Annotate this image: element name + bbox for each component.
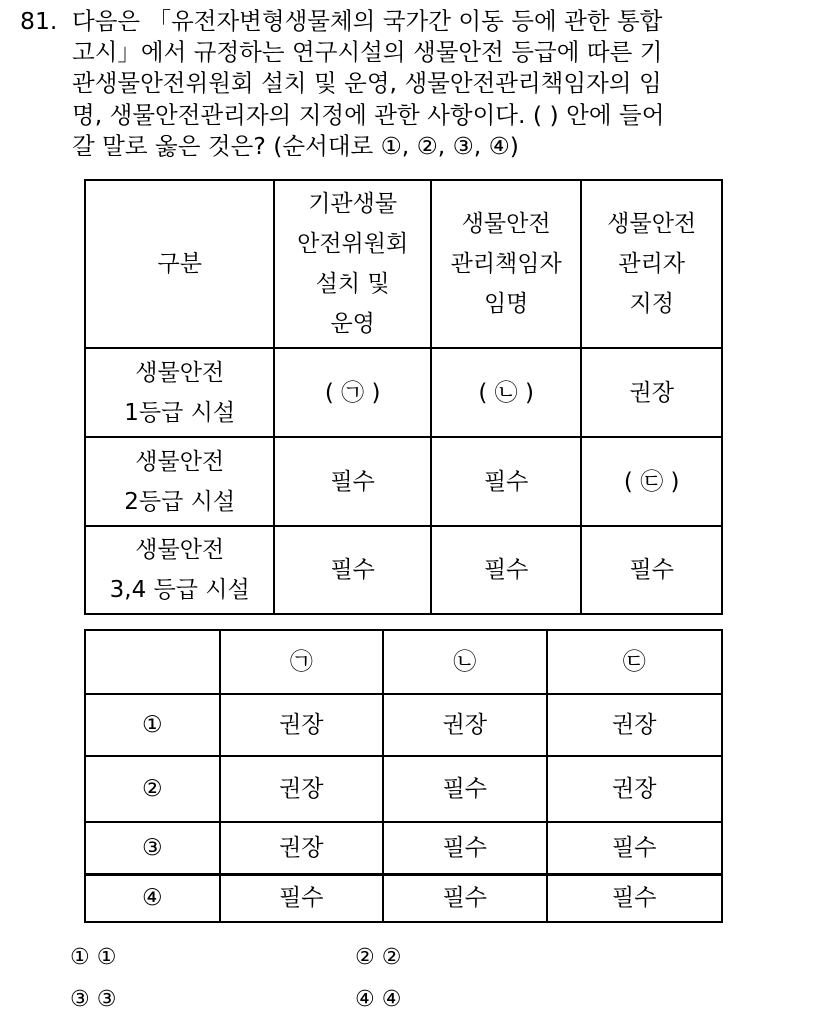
question-number: 81. bbox=[20, 7, 58, 35]
table-row bbox=[85, 756, 722, 822]
table-cell: 권장 bbox=[547, 694, 722, 756]
table-cell: 필수 bbox=[383, 874, 546, 922]
row-label: 생물안전 3,4 등급 시설 bbox=[85, 526, 274, 614]
header-blank-b: ㉡ bbox=[383, 630, 546, 694]
table-cell: ( ㉡ ) bbox=[431, 348, 582, 437]
table-header-row bbox=[85, 630, 722, 694]
table-row bbox=[85, 526, 722, 614]
row-label: 생물안전 1등급 시설 bbox=[85, 348, 274, 437]
header-committee: 기관생물 안전위원회 설치 및 운영 bbox=[274, 180, 430, 348]
question-line: 다음은 「유전자변형생물체의 국가간 이동 등에 관한 통합 bbox=[72, 7, 663, 35]
header-blank-c: ㉢ bbox=[547, 630, 722, 694]
choice-2[interactable]: ② ② bbox=[355, 945, 402, 970]
table-header-row bbox=[85, 180, 722, 348]
table-cell: 필수 bbox=[274, 437, 430, 526]
table-row bbox=[85, 694, 722, 756]
table-row bbox=[85, 874, 722, 922]
option-label: ① bbox=[85, 694, 220, 756]
table-cell: 권장 bbox=[220, 756, 383, 822]
table-cell: 필수 bbox=[547, 874, 722, 922]
header-category: 구분 bbox=[85, 180, 274, 348]
question-line: 명, 생물안전관리자의 지정에 관한 사항이다. ( ) 안에 들어 bbox=[72, 100, 665, 129]
choice-3[interactable]: ③ ③ bbox=[70, 987, 117, 1012]
table-cell: ( ㉢ ) bbox=[581, 437, 722, 526]
header-officer-designation: 생물안전 관리자 지정 bbox=[581, 180, 722, 348]
option-label: ② bbox=[85, 756, 220, 822]
table-cell: 필수 bbox=[383, 756, 546, 822]
table-cell: 권장 bbox=[220, 694, 383, 756]
table-cell: 권장 bbox=[581, 348, 722, 437]
choice-1[interactable]: ① ① bbox=[70, 945, 117, 970]
table-row bbox=[85, 348, 722, 437]
option-label: ③ bbox=[85, 822, 220, 874]
header-empty bbox=[85, 630, 220, 694]
question bbox=[20, 6, 810, 162]
table-cell: ( ㉠ ) bbox=[274, 348, 430, 437]
question-line: 고시」에서 규정하는 연구시설의 생물안전 등급에 따른 기 bbox=[72, 38, 663, 67]
header-manager-appointment: 생물안전 관리책임자 임명 bbox=[431, 180, 582, 348]
table-cell: 필수 bbox=[220, 874, 383, 922]
table-cell: 필수 bbox=[431, 437, 582, 526]
table-cell: 필수 bbox=[383, 822, 546, 874]
table-cell: 권장 bbox=[383, 694, 546, 756]
table-cell: 권장 bbox=[220, 822, 383, 874]
table-cell: 권장 bbox=[547, 756, 722, 822]
table-cell: 필수 bbox=[547, 822, 722, 874]
question-line: 관생물안전위원회 설치 및 운영, 생물안전관리책임자의 임 bbox=[72, 69, 662, 98]
biosafety-level-table bbox=[84, 179, 723, 615]
table-row bbox=[85, 437, 722, 526]
table-cell: 필수 bbox=[431, 526, 582, 614]
choice-4[interactable]: ④ ④ bbox=[355, 987, 402, 1012]
table-row bbox=[85, 822, 722, 874]
row-label: 생물안전 2등급 시설 bbox=[85, 437, 274, 526]
header-blank-a: ㉠ bbox=[220, 630, 383, 694]
table-cell: 필수 bbox=[581, 526, 722, 614]
question-line: 갈 말로 옳은 것은? (순서대로 ①, ②, ③, ④) bbox=[72, 131, 519, 160]
option-label: ④ bbox=[85, 874, 220, 922]
table-cell: 필수 bbox=[274, 526, 430, 614]
answer-options-table bbox=[84, 629, 723, 923]
